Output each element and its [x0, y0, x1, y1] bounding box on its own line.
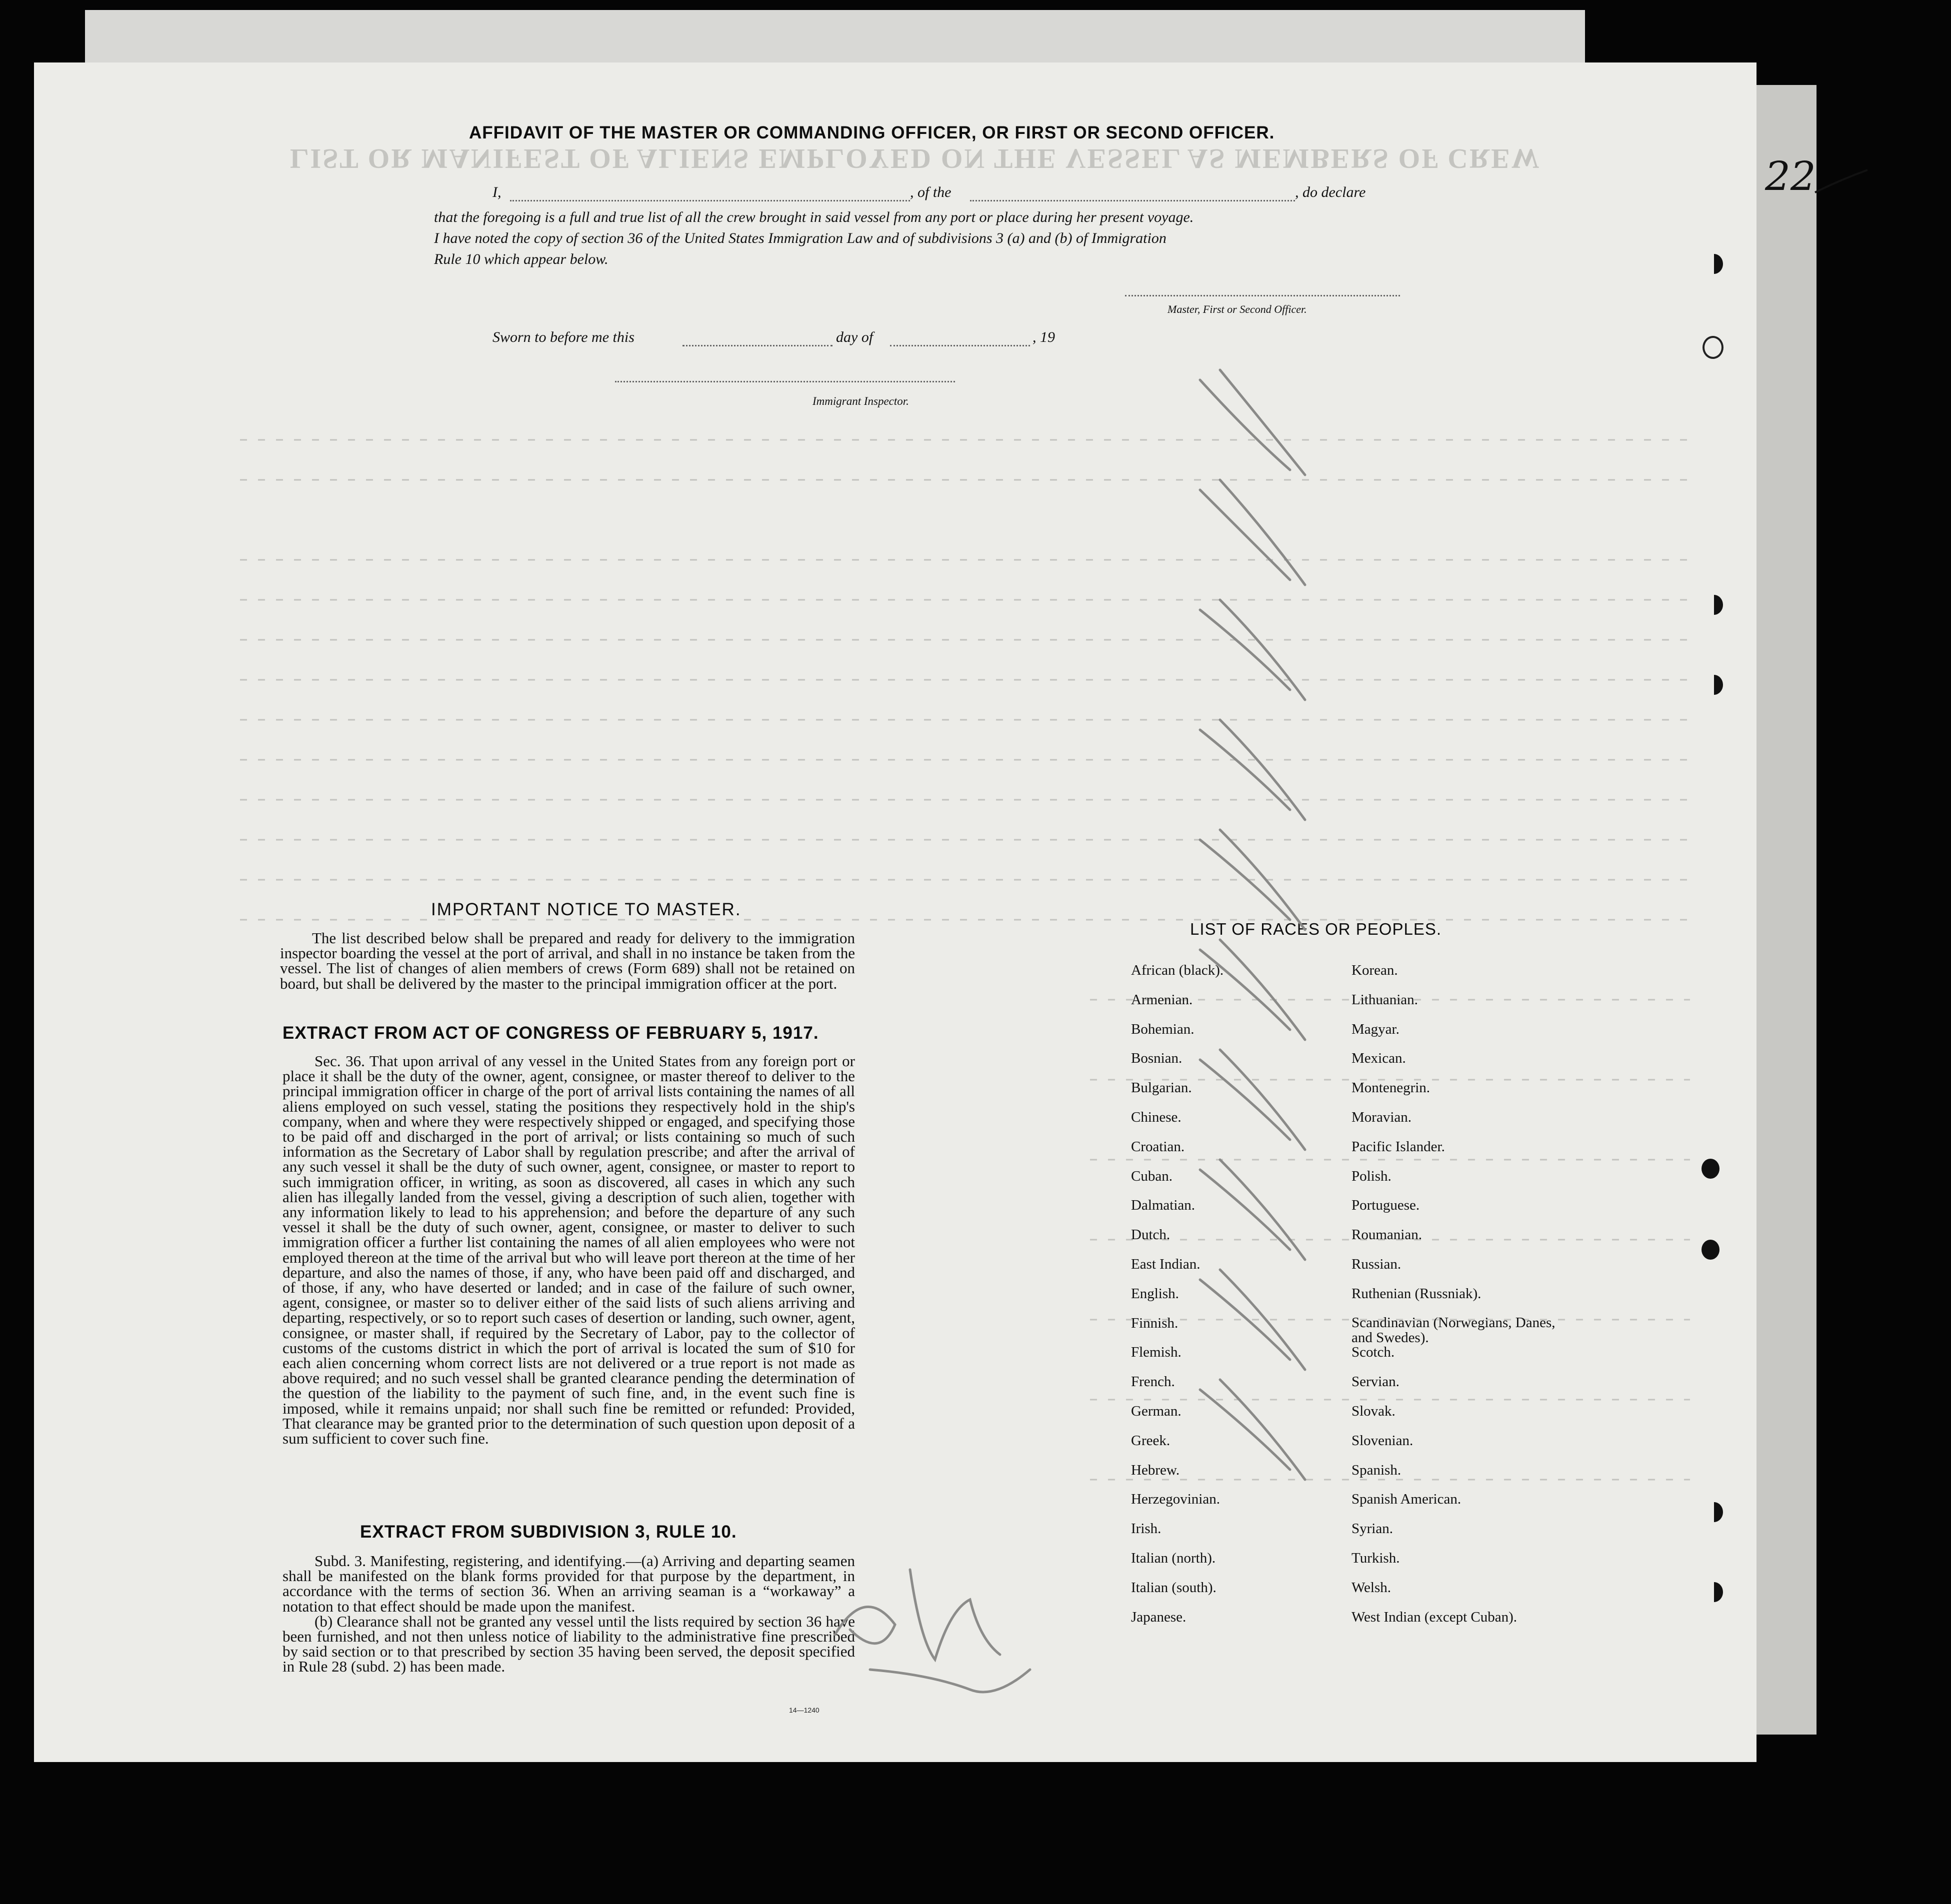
race-item: Portuguese.	[1352, 1197, 1420, 1214]
act-extract-body	[282, 1054, 855, 1446]
race-item: Flemish.	[1131, 1344, 1182, 1361]
binder-hole	[1705, 1582, 1723, 1602]
affidavit-title: AFFIDAVIT OF THE MASTER OR COMMANDING OFFICER, OR FIRST OR SECOND OFFICER.	[469, 123, 1275, 142]
race-item: Turkish.	[1352, 1550, 1400, 1566]
race-item: Servian.	[1352, 1374, 1400, 1390]
rule-para-a: Subd. 3. Manifesting, registering, and identifying.—(a) Arriving and departing seamen shall be manifested on the blank forms provided for that purpose by the department, in accordance with the terms of section 36. When an arriving seaman is a “workaway” a notation to that effect should be made upon the manifest.	[282, 1552, 855, 1615]
month-blank[interactable]	[890, 345, 1030, 346]
race-item: English.	[1131, 1285, 1179, 1302]
race-item: Herzegovinian.	[1131, 1491, 1220, 1508]
binder-hole	[1705, 1502, 1723, 1522]
master-signer-label: Master, First or Second Officer.	[1168, 303, 1307, 315]
race-item: Welsh.	[1352, 1579, 1392, 1596]
rule-extract-title: EXTRACT FROM SUBDIVISION 3, RULE 10.	[360, 1522, 737, 1542]
race-item: Finnish.	[1131, 1315, 1178, 1331]
inspector-label: Immigrant Inspector.	[812, 395, 909, 407]
rule-extract-body	[282, 1554, 855, 1675]
race-item: Pacific Islander.	[1352, 1138, 1445, 1155]
race-item: Greek.	[1131, 1432, 1170, 1449]
race-item: Japanese.	[1131, 1609, 1186, 1625]
affidavit-line-4: Rule 10 which appear below.	[434, 251, 608, 267]
race-item: Lithuanian.	[1352, 991, 1418, 1008]
race-item: Korean.	[1352, 962, 1398, 978]
race-item: German.	[1131, 1403, 1182, 1419]
race-item: Armenian.	[1131, 991, 1193, 1008]
race-item: Spanish.	[1352, 1462, 1402, 1478]
master-signature-line[interactable]	[1125, 295, 1400, 296]
act-extract-title: EXTRACT FROM ACT OF CONGRESS OF FEBRUARY 5, 1917.	[282, 1023, 819, 1043]
race-item: Italian (north).	[1131, 1550, 1216, 1566]
race-item: Mexican.	[1352, 1050, 1406, 1067]
race-item: Hebrew.	[1131, 1462, 1180, 1478]
binder-hole	[1705, 254, 1723, 274]
affidavit-declare-label: , do declare	[1295, 184, 1366, 200]
race-item: Bulgarian.	[1131, 1080, 1192, 1096]
race-item: Croatian.	[1131, 1138, 1185, 1155]
vessel-blank[interactable]	[970, 200, 1295, 201]
bleed-through-title: LIST OR MANIFEST OF ALIENS EMPLOYED ON THE VESSEL AS MEMBERS OF CREW	[290, 143, 1541, 174]
race-item: Scotch.	[1352, 1344, 1395, 1361]
affidavit-line-2: that the foregoing is a full and true list of all the crew brought in said vessel from any port or place during her present voyage.	[434, 209, 1194, 225]
binder-ring	[1702, 336, 1724, 359]
name-blank[interactable]	[510, 200, 910, 201]
race-item: Moravian.	[1352, 1109, 1412, 1125]
race-item: Bosnian.	[1131, 1050, 1182, 1067]
notice-text: The list described below shall be prepared and ready for delivery to the immigration inspector boarding the vessel at the port of arrival, and shall in no instance be taken from the vessel. The list of changes of alien members of crews (Form 689) shall not be retained on board, but shall be delivered by the master to the principal immigration officer at the port.	[280, 929, 855, 992]
race-item: Slovenian.	[1352, 1432, 1414, 1449]
race-item: Italian (south).	[1131, 1579, 1216, 1596]
affidavit-i-label: I,	[492, 184, 502, 200]
day-blank[interactable]	[682, 345, 832, 346]
race-item: Polish.	[1352, 1168, 1392, 1184]
race-item: Slovak.	[1352, 1403, 1396, 1419]
affidavit-of-the-label: , of the	[910, 184, 952, 200]
binder-hole	[1702, 1159, 1720, 1179]
notice-title: IMPORTANT NOTICE TO MASTER.	[431, 900, 742, 919]
race-item: Montenegrin.	[1352, 1080, 1430, 1096]
race-item: Roumanian.	[1352, 1227, 1422, 1243]
race-item: Bohemian.	[1131, 1021, 1194, 1037]
binder-hole	[1705, 675, 1723, 695]
folder-tab	[85, 10, 1585, 70]
race-item: Spanish American.	[1352, 1491, 1462, 1508]
page-edge-shadow	[1756, 85, 1816, 1735]
race-item: African (black).	[1131, 962, 1224, 978]
race-item: Syrian.	[1352, 1521, 1393, 1537]
race-item: Dutch.	[1131, 1227, 1170, 1243]
races-title: LIST OF RACES OR PEOPLES.	[1190, 920, 1442, 938]
race-item: Cuban.	[1131, 1168, 1172, 1184]
race-item: Irish.	[1131, 1521, 1162, 1537]
page-number-text: 22	[1765, 153, 1816, 199]
notice-body	[280, 931, 855, 991]
ditto-marks	[1190, 350, 1330, 1500]
day-of-label: day of	[836, 329, 874, 345]
inspector-signature-line[interactable]	[615, 381, 955, 382]
race-item: Magyar.	[1352, 1021, 1400, 1037]
binder-hole	[1705, 595, 1723, 615]
race-item: Scandinavian (Norwegians, Danes, and Swedes).	[1352, 1314, 1556, 1346]
inspector-scribble	[820, 1510, 1060, 1710]
race-item: Dalmatian.	[1131, 1197, 1196, 1214]
race-item: West Indian (except Cuban).	[1352, 1609, 1518, 1625]
affidavit-line-3: I have noted the copy of section 36 of the United States Immigration Law and of subdivisions 3 (a) and (b) of Immigration	[434, 230, 1166, 246]
year-label: , 19	[1032, 329, 1055, 345]
rule-para-b: (b) Clearance shall not be granted any vessel until the lists required by section 36 have been furnished, and not then unless notice of liability to the administrative fine prescribed by said section or to that prescribed by section 35 having been served, the deposit specified in Rule 28 (subd. 2) has been made.	[282, 1612, 855, 1676]
handwritten-page-number	[1760, 150, 1870, 210]
race-item: French.	[1131, 1374, 1175, 1390]
race-item: Russian.	[1352, 1256, 1402, 1272]
binder-hole	[1702, 1240, 1720, 1260]
race-item: Chinese.	[1131, 1109, 1182, 1125]
sworn-label: Sworn to before me this	[492, 329, 634, 345]
race-item: Ruthenian (Russniak).	[1352, 1285, 1482, 1302]
form-number: 14—1240	[789, 1706, 820, 1714]
race-item: East Indian.	[1131, 1256, 1200, 1272]
act-extract-text: Sec. 36. That upon arrival of any vessel in the United States from any foreign port or place it shall be the duty of the owner, agent, consignee, or master thereof to deliver to the principal immigration officer in charge of the port of arrival lists containing the names of all aliens employed on such vessel, stating the positions they respectively hold in the ship's company, when and where they were respectively shipped or engaged, and specifying those to be paid off and discharged in the port of arrival; or lists containing so much of such information as the Secretary of Labor shall by regulation prescribe; and after the arrival of any such vessel it shall be the duty of such owner, agent, consignee, or master to report to such immigration officer, in writing, as soon as discovered, all cases in which any such alien has illegally landed from the vessel, giving a description of such alien, together with any information likely to lead to his apprehension; and before the departure of any such vessel it shall be the duty of such owner, agent, consignee, or master to deliver to such immigration officer a further list containing the names of all alien employees who were not employed thereon at the time of the arrival but who will leave port thereon at the time of her departure, and also the names of those, if any, who have been paid off and discharged, and of those, if any, who have deserted or landed; and in case of the failure of such owner, agent, consignee, or master so to deliver either of the said lists of such aliens arriving and departing, respectively, or so to report such cases of desertion or landing, such owner, agent, consignee, or master shall, if required by the Secretary of Labor, pay to the collector of customs of the customs district in which the port of arrival is located the sum of $10 for each alien concerning whom correct lists are not delivered or a true report is not made as above required; and no such vessel shall be granted clearance pending the determination of the question of the liability to the payment of such fine, and, in the event such fine is imposed, while it remains unpaid; nor shall such fine be remitted or refunded: Provided, That clearance may be granted prior to the determination of such question upon deposit of a sum sufficient to cover such fine.	[282, 1052, 855, 1448]
